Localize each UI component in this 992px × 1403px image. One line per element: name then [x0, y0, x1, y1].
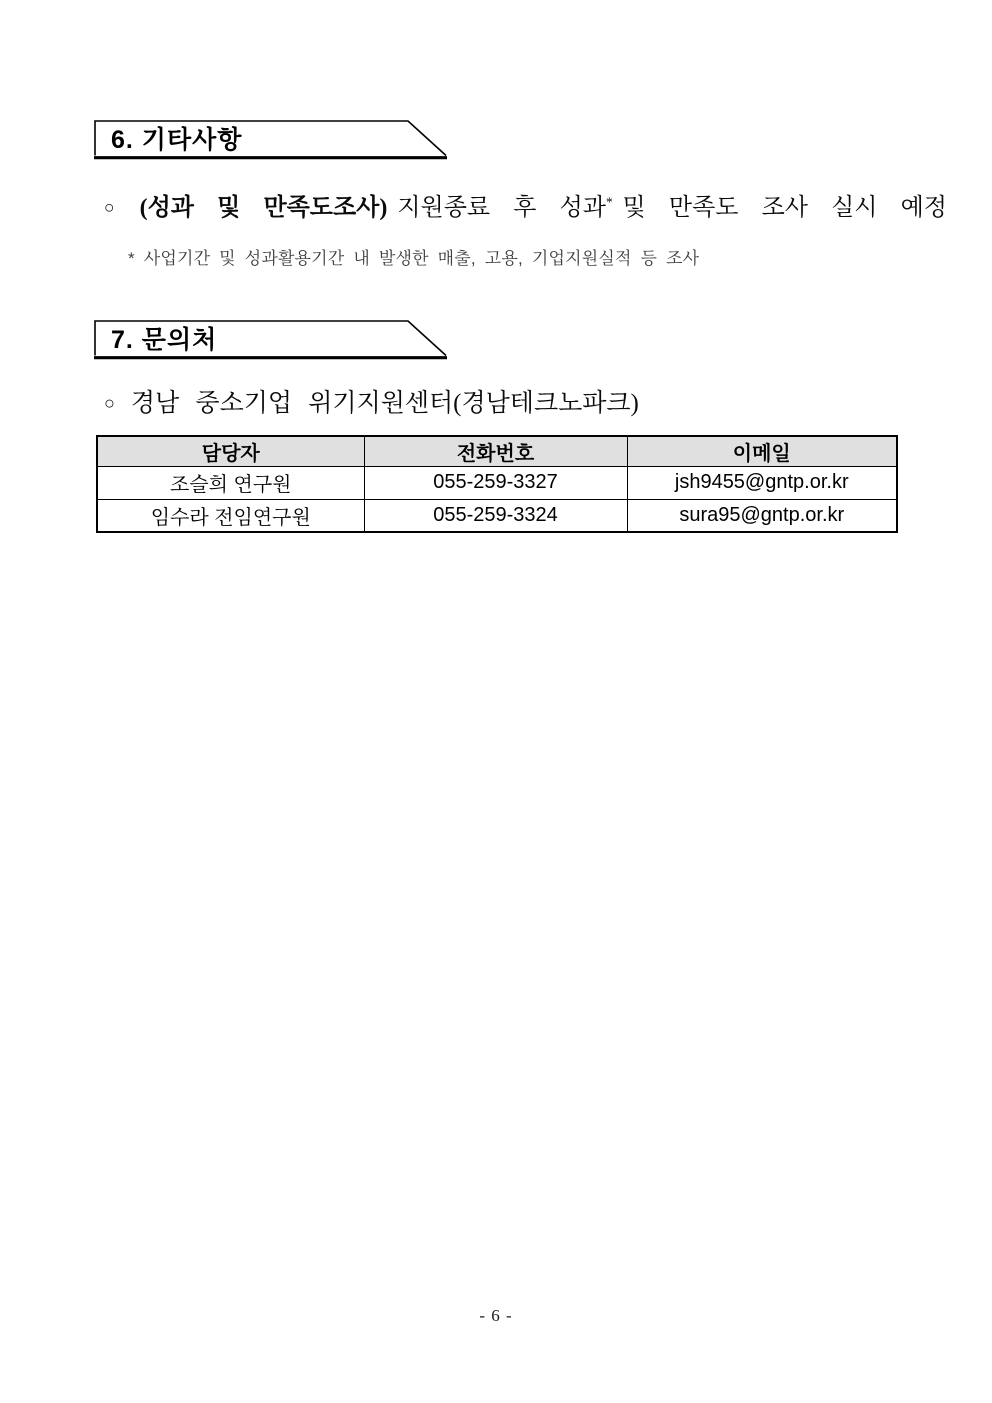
- cell-phone: 055-259-3327: [364, 467, 627, 500]
- footnote-line: * 사업기간 및 성과활용기간 내 발생한 매출, 고용, 기업지원실적 등 조사: [128, 249, 700, 268]
- contact-center-text: 경남 중소기업 위기지원센터(경남테크노파크): [130, 390, 639, 418]
- bullet-bold-text: (성과 및 만족도조사): [139, 195, 388, 222]
- bullet-text-before-sup: 지원종료 후 성과: [397, 195, 606, 222]
- cell-contact-person: 조슬희 연구원: [97, 467, 364, 500]
- table-row: [97, 467, 897, 500]
- circle-bullet-icon: ○: [104, 198, 126, 217]
- section-6-banner: [94, 119, 450, 161]
- table-row: [97, 499, 897, 532]
- contact-center-line: [104, 384, 639, 423]
- contact-table: [96, 435, 898, 533]
- cell-phone: 055-259-3324: [364, 499, 627, 532]
- cell-email: jsh9455@gntp.or.kr: [627, 467, 897, 500]
- column-header-contact-person: 담당자: [97, 436, 364, 467]
- cell-email: sura95@gntp.or.kr: [627, 499, 897, 532]
- page-number: - 6 -: [479, 1306, 513, 1325]
- bullet-text-after-sup: 및 만족도 조사 실시 예정: [622, 195, 947, 222]
- table-header-row: [97, 436, 897, 467]
- cell-contact-person: 임수라 전임연구원: [97, 499, 364, 532]
- section-7-heading: 7. 문의처: [111, 326, 218, 354]
- performance-survey-line: [104, 188, 947, 228]
- column-header-phone: 전화번호: [364, 436, 627, 467]
- circle-bullet-icon: ○: [104, 393, 115, 413]
- column-header-email: 이메일: [627, 436, 897, 467]
- section-6-heading: 6. 기타사항: [111, 126, 243, 154]
- footnote-asterisk-sup: *: [605, 194, 613, 210]
- section-7-banner: [94, 319, 450, 361]
